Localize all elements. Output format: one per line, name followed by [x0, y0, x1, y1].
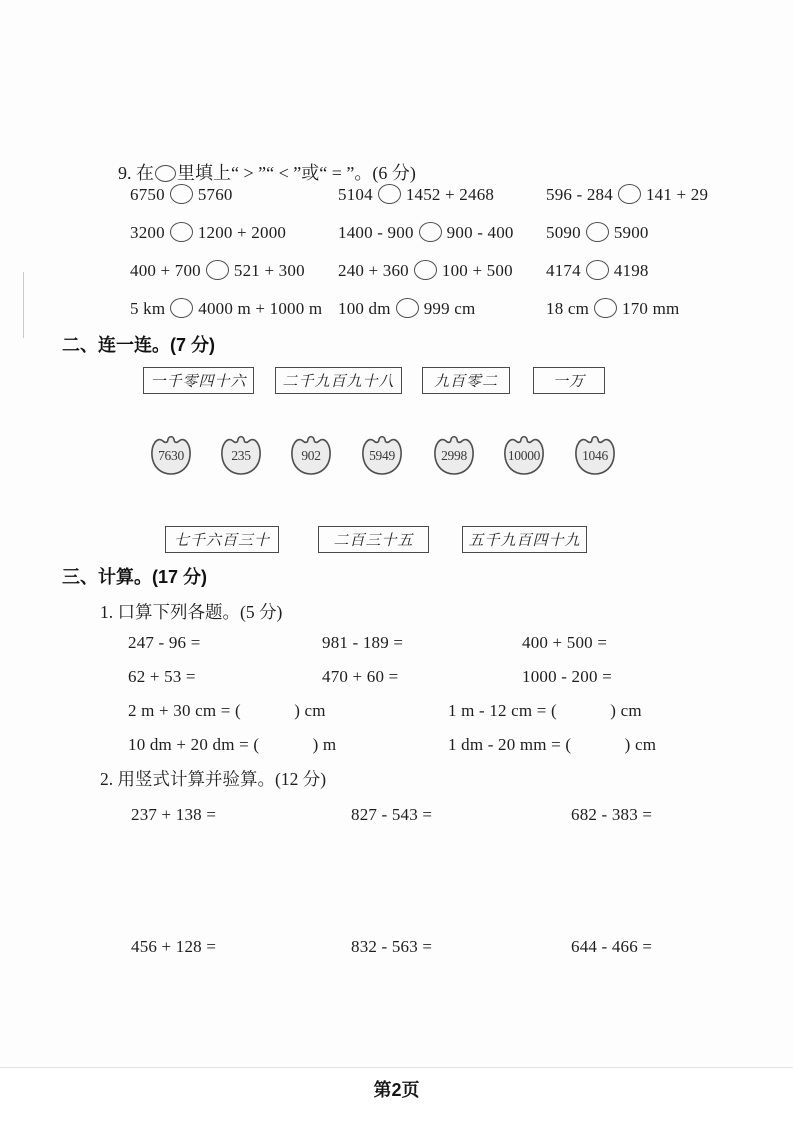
number-word-label: 五千九百四十九 — [468, 533, 581, 549]
number-word-label: 一千零四十六 — [150, 374, 247, 390]
answer-circle — [170, 184, 193, 204]
answer-circle — [396, 298, 419, 318]
vertical-calc-problem: 237 + 138 = — [131, 805, 217, 824]
compare-right: 1200 + 2000 — [197, 223, 287, 242]
number-word-box — [533, 367, 605, 394]
compare-right: 5900 — [613, 223, 649, 242]
compare-left: 4174 — [546, 261, 581, 280]
section-2-title: 二、连一连。(7 分) — [62, 335, 215, 355]
compare-left: 1400 - 900 — [338, 223, 414, 242]
tulip-shape — [358, 432, 406, 478]
oral-calc-problem: 62 + 53 = — [128, 667, 196, 686]
answer-circle — [170, 222, 193, 242]
tulip-number: 7630 — [158, 448, 184, 463]
compare-item — [546, 260, 649, 281]
tulip-shape — [287, 432, 335, 478]
unit-conversion-problem: 1 m - 12 cm = ( ) cm — [448, 701, 642, 720]
tulip-number: 902 — [301, 448, 321, 463]
number-word-box — [422, 367, 510, 394]
compare-right: 141 + 29 — [645, 185, 709, 204]
unit-conversion-problem: 10 dm + 20 dm = ( ) m — [128, 735, 337, 754]
tulip-shape — [217, 432, 265, 478]
number-word-box — [165, 526, 279, 553]
number-word-box — [318, 526, 429, 553]
vertical-calc-problem: 827 - 543 = — [351, 805, 433, 824]
section-3-sub1-title: 1. 口算下列各题。(5 分) — [100, 602, 283, 622]
compare-left: 100 dm — [338, 299, 391, 318]
compare-right: 5760 — [197, 185, 233, 204]
compare-left: 18 cm — [546, 299, 590, 318]
number-word-box — [143, 367, 254, 394]
compare-right: 999 cm — [423, 299, 476, 318]
unit-conversion-problem: 2 m + 30 cm = ( ) cm — [128, 701, 326, 720]
answer-circle — [586, 222, 609, 242]
page-number-label: 第2页 — [373, 1080, 420, 1100]
compare-left: 240 + 360 — [338, 261, 409, 280]
question-9-suffix: 里填上“ > ”“ < ”或“ = ”。(6 分) — [177, 163, 416, 183]
tulip-number: 5949 — [369, 448, 395, 463]
number-word-box — [462, 526, 587, 553]
answer-circle — [618, 184, 641, 204]
tulip-shape — [500, 432, 548, 478]
compare-left: 5104 — [338, 185, 373, 204]
unit-conversion-problem: 1 dm - 20 mm = ( ) cm — [448, 735, 657, 754]
compare-right: 170 mm — [622, 299, 680, 318]
vertical-calc-problem: 644 - 466 = — [571, 937, 653, 956]
answer-circle — [419, 222, 442, 242]
number-word-label: 二百三十五 — [333, 533, 414, 549]
compare-item — [130, 222, 286, 243]
number-word-label: 一万 — [552, 374, 585, 390]
tulip-shape — [430, 432, 478, 478]
compare-item — [130, 298, 322, 319]
vertical-calc-problem: 832 - 563 = — [351, 937, 433, 956]
compare-right: 100 + 500 — [441, 261, 513, 280]
oral-calc-problem: 981 - 189 = — [322, 633, 404, 652]
tulip-number: 2998 — [441, 448, 467, 463]
oral-calc-problem: 1000 - 200 = — [522, 667, 612, 686]
answer-circle — [378, 184, 401, 204]
number-word-label: 九百零二 — [433, 374, 498, 390]
vertical-calc-problem: 682 - 383 = — [571, 805, 653, 824]
scan-artifact-line — [23, 272, 24, 338]
number-word-label: 七千六百三十 — [173, 533, 270, 549]
compare-left: 6750 — [130, 185, 165, 204]
compare-item — [546, 298, 679, 319]
answer-circle — [206, 260, 229, 280]
compare-right: 521 + 300 — [233, 261, 305, 280]
compare-item — [130, 184, 233, 205]
compare-item — [338, 184, 494, 205]
compare-right: 4198 — [613, 261, 649, 280]
oral-calc-problem: 247 - 96 = — [128, 633, 201, 652]
compare-right: 900 - 400 — [446, 223, 514, 242]
compare-item — [338, 298, 475, 319]
answer-circle — [414, 260, 437, 280]
oral-calc-problem: 400 + 500 = — [522, 633, 608, 652]
blank-circle-icon — [155, 165, 176, 182]
tulip-number: 235 — [231, 448, 251, 463]
compare-item — [546, 222, 649, 243]
tulip-number: 1046 — [582, 448, 608, 463]
number-word-label: 二千九百九十八 — [282, 374, 395, 390]
compare-left: 5090 — [546, 223, 581, 242]
vertical-calc-problem: 456 + 128 = — [131, 937, 217, 956]
number-word-box — [275, 367, 402, 394]
answer-circle — [170, 298, 193, 318]
tulip-number: 10000 — [507, 448, 541, 463]
question-9-prefix: 9. 在 — [118, 163, 154, 183]
tulip-shape — [147, 432, 195, 478]
compare-left: 596 - 284 — [546, 185, 613, 204]
oral-calc-problem: 470 + 60 = — [322, 667, 399, 686]
answer-circle — [594, 298, 617, 318]
compare-left: 5 km — [130, 299, 166, 318]
tulip-shape — [571, 432, 619, 478]
section-3-sub2-title: 2. 用竖式计算并验算。(12 分) — [100, 769, 327, 789]
compare-item — [546, 184, 708, 205]
compare-item — [338, 260, 513, 281]
compare-item — [338, 222, 514, 243]
compare-right: 4000 m + 1000 m — [198, 299, 323, 318]
compare-item — [130, 260, 305, 281]
section-3-title: 三、计算。(17 分) — [62, 567, 208, 587]
answer-circle — [586, 260, 609, 280]
compare-right: 1452 + 2468 — [405, 185, 495, 204]
compare-left: 400 + 700 — [130, 261, 201, 280]
compare-left: 3200 — [130, 223, 165, 242]
